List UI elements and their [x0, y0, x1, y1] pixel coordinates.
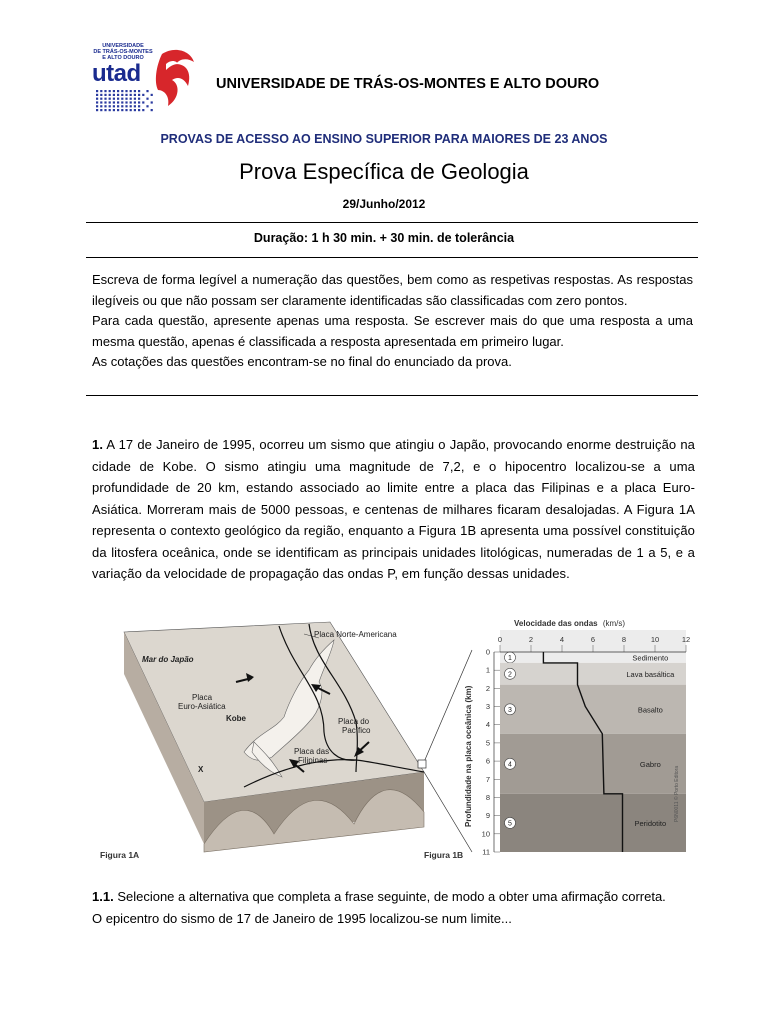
logo-dot: [138, 109, 140, 111]
logo-dot: [96, 109, 98, 111]
logo-dot: [130, 98, 132, 100]
layer-name: Basalto: [637, 705, 663, 715]
logo-dot: [100, 94, 102, 96]
y-tick-label: 11: [482, 847, 490, 857]
question-number: 1.1.: [92, 889, 114, 904]
logo-dot: [142, 94, 144, 96]
logo-dot: [104, 105, 106, 107]
exam-title: Prova Específica de Geologia: [239, 159, 529, 184]
logo-dot: [100, 101, 102, 103]
instructions: [92, 270, 693, 373]
logo-dot: [117, 98, 119, 100]
logo-dot: [109, 94, 111, 96]
logo-dot: [117, 109, 119, 111]
logo-dot: [134, 109, 136, 111]
logo-dot: [134, 98, 136, 100]
logo-dot: [138, 105, 140, 107]
divider: [86, 257, 698, 258]
question-number: 1.: [92, 437, 104, 452]
x-axis-title: Velocidade das ondas (km/s): [514, 619, 626, 628]
y-tick-label: 7: [485, 774, 490, 784]
logo-dot: [151, 101, 153, 103]
logo-dot: [142, 101, 144, 103]
y-tick-label: 1: [485, 665, 490, 675]
layer-number: 5: [508, 820, 512, 828]
logo-dot: [134, 105, 136, 107]
logo-dot: [130, 109, 132, 111]
y-tick-label: 6: [485, 756, 490, 766]
logo-dot: [104, 94, 106, 96]
label-eurasian-plate: Euro-Asiática: [178, 702, 226, 711]
exam-duration: Duração: 1 h 30 min. + 30 min. de tolerância: [253, 231, 515, 245]
logo-dot: [146, 90, 148, 92]
instruction-paragraph: Escreva de forma legível a numeração das questões, bem como as respetivas respostas. As respostas ilegíveis ou que não possam ser claramente identificadas são classificadas com zero pontos.: [92, 272, 693, 308]
instruction-paragraph: Para cada questão, apresente apenas uma resposta. Se escrever mais do que uma resposta a uma mesma questão, apenas é classificada a resposta apresentada em primeiro lugar.: [92, 313, 693, 349]
figure-1b-chart: [424, 619, 690, 860]
logo-dot: [121, 101, 123, 103]
label-north-american-plate: Placa Norte-Americana: [314, 630, 397, 639]
question-1-1: [92, 886, 695, 929]
label-x-mark: X: [198, 765, 204, 774]
logo-dot: [100, 109, 102, 111]
question-text: A 17 de Janeiro de 1995, ocorreu um sismo que atingiu o Japão, provocando enorme destruição na cidade de Kobe. O sismo atingiu uma magnitude de 7,2, e o hipocentro localizou-se a uma profundidade de 20 km, estando associado ao limite entre a placa das Filipinas e a placa Euro-Asiática. Morreram mais de 5000 pessoas, e centenas de milhares ficaram desalojadas. A Figura 1A representa o contexto geológico da região, enquanto a Figura 1B apresenta uma possível constituição da litosfera oceânica, onde se identificam as principais unidades litológicas, numeradas de 1 a 5, e a variação da velocidade de propagação das ondas P, em função dessas unidades.: [92, 437, 695, 581]
figure-1b-caption: Figura 1B: [424, 850, 464, 860]
label-eurasian-plate: Placa: [192, 693, 213, 702]
logo-dot: [109, 101, 111, 103]
question-1: [92, 434, 695, 585]
logo-dot: [134, 94, 136, 96]
figure-credit: P6N0011 © Porto Editora: [674, 765, 680, 822]
logo-dot: [109, 105, 111, 107]
logo-dot: [121, 90, 123, 92]
question-text: Selecione a alternativa que completa a frase seguinte, de modo a obter uma afirmação correta.: [117, 889, 666, 904]
y-tick-label: 0: [485, 647, 490, 657]
figure-1a: [100, 622, 424, 860]
figure-1a-caption: Figura 1A: [100, 850, 140, 860]
university-name: UNIVERSIDADE DE TRÁS-OS-MONTES E ALTO DOURO: [216, 76, 600, 92]
label-philippine-plate: Placa das: [294, 747, 330, 756]
y-tick-label: 2: [485, 683, 490, 693]
logo-dot: [104, 109, 106, 111]
logo-dot: [117, 105, 119, 107]
exam-type: PROVAS DE ACESSO AO ENSINO SUPERIOR PARA MAIORES DE 23 ANOS: [160, 132, 608, 146]
logo-dot: [100, 98, 102, 100]
figure-svg: [94, 612, 694, 867]
label-philippine-plate: Filipinas: [298, 756, 328, 765]
layer-number: 1: [508, 654, 512, 662]
divider: [86, 222, 698, 223]
label-pacific-plate: Pacífico: [342, 726, 371, 735]
y-tick-label: 5: [485, 738, 490, 748]
x-tick-label: 2: [528, 635, 534, 644]
logo-dot: [113, 101, 115, 103]
logo-dot: [121, 98, 123, 100]
logo-dot: [130, 101, 132, 103]
logo-dot: [134, 101, 136, 103]
y-tick-label: 10: [481, 829, 490, 839]
logo-dot: [125, 109, 127, 111]
logo-dot: [138, 101, 140, 103]
logo-dot: [104, 98, 106, 100]
logo-dot: [142, 109, 144, 111]
y-axis-title: Profundidade na placa oceânica (km): [464, 685, 473, 827]
label-sea-of-japan: Mar do Japão: [142, 655, 194, 664]
layer-name: Gabro: [639, 759, 661, 769]
logo-dot: [117, 101, 119, 103]
logo-dot: [113, 90, 115, 92]
layer-number: 3: [508, 706, 512, 714]
layer-name: Lava basáltica: [626, 669, 675, 679]
logo-dot: [130, 94, 132, 96]
logo-dot: [125, 90, 127, 92]
y-tick-label: 9: [485, 811, 490, 821]
x-tick-label: 6: [590, 635, 596, 644]
y-tick-label: 8: [485, 792, 490, 802]
logo-dot: [121, 94, 123, 96]
layer-name: Sedimento: [632, 653, 669, 663]
logo-dot: [113, 105, 115, 107]
logo-dot: [100, 90, 102, 92]
logo-dot: [130, 90, 132, 92]
y-tick-label: 3: [485, 702, 490, 712]
logo-dot: [125, 101, 127, 103]
logo-dot: [121, 105, 123, 107]
logo-dot: [134, 90, 136, 92]
logo-dot: [113, 98, 115, 100]
logo-dot: [138, 90, 140, 92]
logo-dot: [96, 90, 98, 92]
logo-dot: [117, 90, 119, 92]
layer-number: 2: [508, 671, 512, 679]
logo-dot: [96, 105, 98, 107]
logo-dot: [96, 94, 98, 96]
label-pacific-plate: Placa do: [338, 717, 370, 726]
logo-dot: [130, 105, 132, 107]
figure-1: [94, 612, 694, 867]
exam-date: 29/Junho/2012: [342, 197, 426, 211]
logo-dot: [125, 94, 127, 96]
x-tick-label: 12: [681, 635, 691, 644]
logo-dot: [151, 94, 153, 96]
logo-dot: [125, 105, 127, 107]
divider: [86, 395, 698, 396]
x-tick-label: 8: [621, 635, 627, 644]
logo-dot: [100, 105, 102, 107]
label-kobe: Kobe: [226, 714, 246, 723]
x-tick-label: 10: [650, 635, 660, 644]
logo-dot: [146, 105, 148, 107]
layer-name: Peridotito: [634, 818, 667, 828]
logo-dot: [121, 109, 123, 111]
logo-dot: [109, 90, 111, 92]
layer-number: 4: [508, 761, 512, 769]
logo-dot: [138, 94, 140, 96]
x-tick-label: 0: [497, 635, 503, 644]
logo-dot: [109, 109, 111, 111]
y-tick-label: 4: [485, 720, 490, 730]
logo-dot: [117, 94, 119, 96]
logo-dot: [104, 101, 106, 103]
logo-dot: [138, 98, 140, 100]
logo-dot: [104, 90, 106, 92]
x-tick-label: 4: [559, 635, 565, 644]
question-stem: O epicentro do sismo de 17 de Janeiro de 1995 localizou-se num limite...: [92, 910, 512, 926]
logo-dot: [96, 98, 98, 100]
instruction-paragraph: As cotações das questões encontram-se no final do enunciado da prova.: [92, 354, 512, 369]
logo-wordmark: utad: [92, 60, 141, 87]
logo-dot: [125, 98, 127, 100]
logo-caption: UNIVERSIDADE DE TRÁS-OS-MONTES E ALTO DOURO: [93, 43, 153, 61]
logo-dot: [109, 98, 111, 100]
logo-dot: [96, 101, 98, 103]
logo-dot: [151, 109, 153, 111]
logo-dot: [146, 98, 148, 100]
logo-dot: [113, 94, 115, 96]
logo-dot: [113, 109, 115, 111]
